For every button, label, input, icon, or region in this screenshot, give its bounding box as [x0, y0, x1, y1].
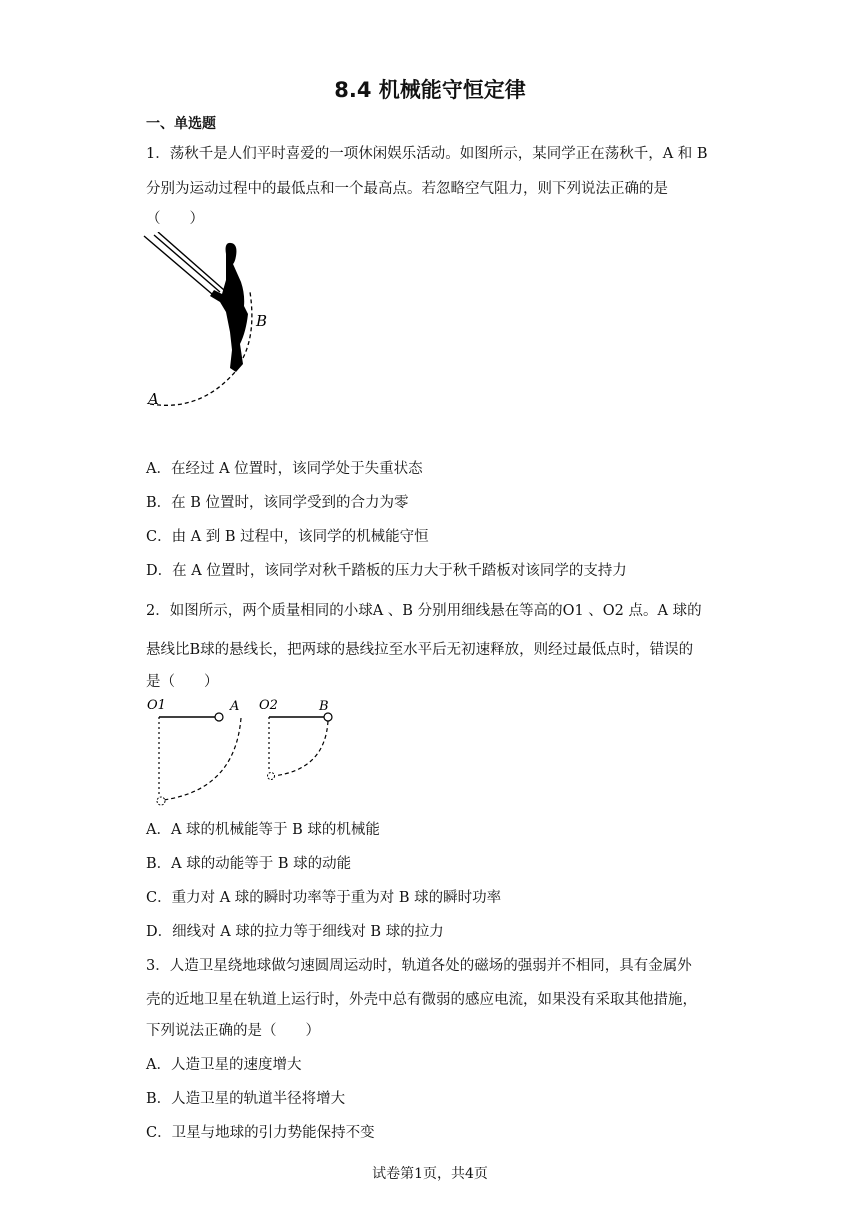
q1-option-c: C．由 A 到 B 过程中，该同学的机械能守恒 [146, 529, 429, 545]
q1-option-a: A．在经过 A 位置时，该同学处于失重状态 [146, 461, 423, 477]
q1-option-d: D．在 A 位置时，该同学对秋千踏板的压力大于秋千踏板对该同学的支持力 [146, 563, 627, 579]
arc-b [273, 721, 328, 776]
swing-rope-1 [144, 236, 212, 294]
swing-arc-lower [150, 372, 235, 405]
q2-stem-line-2: 悬线比B球的悬线长，把两球的悬线拉至水平后无初速释放，则经过最低点时，错误的 [146, 642, 694, 658]
section-heading: 一、单选题 [146, 116, 216, 132]
q3-option-a: A．人造卫星的速度增大 [146, 1057, 302, 1073]
q2-stem-line-1: 2．如图所示，两个质量相同的小球A 、B 分别用细线悬在等高的O1 、O2 点。A 球的 [146, 603, 702, 619]
point-b-label: B [256, 312, 268, 330]
q1-option-b: B．在 B 位置时，该同学受到的合力为零 [146, 495, 409, 511]
q2-stem-line-3: 是（ ） [146, 674, 219, 690]
arc-a [163, 718, 241, 800]
ball-b [324, 713, 332, 721]
o2-label: O2 [259, 698, 278, 713]
q1-stem-line-1: 1．荡秋千是人们平时喜爱的一项休闲娱乐活动。如图所示，某同学正在荡秋千，A 和 B [146, 146, 708, 162]
person-silhouette [210, 243, 248, 372]
pendulum-figure [143, 694, 343, 810]
swing-rope-2 [154, 235, 220, 292]
q1-stem-line-3: （ ） [146, 211, 204, 227]
q2-option-d: D．细线对 A 球的拉力等于细线对 B 球的拉力 [146, 924, 444, 940]
q3-stem-line-2: 壳的近地卫星在轨道上运行时，外壳中总有微弱的感应电流，如果没有采取其他措施， [146, 992, 697, 1008]
ball-b-lowest [268, 773, 275, 780]
ball-a [215, 713, 223, 721]
swing-rope-3 [158, 232, 224, 290]
ball-a-lowest [157, 797, 165, 805]
q1-stem-line-2: 分别为运动过程中的最低点和一个最高点。若忽略空气阻力，则下列说法正确的是 [146, 181, 668, 197]
swing-figure [140, 232, 290, 414]
q2-option-c: C．重力对 A 球的瞬时功率等于重为对 B 球的瞬时功率 [146, 890, 502, 906]
point-a-label: A [148, 390, 159, 408]
page-footer: 试卷第1页，共4页 [372, 1166, 488, 1182]
q3-stem-line-1: 3．人造卫星绕地球做匀速圆周运动时，轨道各处的磁场的强弱并不相同，具有金属外 [146, 958, 692, 974]
ball-b-label: B [319, 699, 329, 714]
q2-option-a: A．A 球的机械能等于 B 球的机械能 [146, 822, 380, 838]
q3-option-c: C．卫星与地球的引力势能保持不变 [146, 1125, 375, 1141]
q3-option-b: B．人造卫星的轨道半径将增大 [146, 1091, 346, 1107]
q2-option-b: B．A 球的动能等于 B 球的动能 [146, 856, 352, 872]
o1-label: O1 [147, 698, 166, 713]
page-title: 8.4 机械能守恒定律 [334, 78, 526, 102]
q3-stem-line-3: 下列说法正确的是（ ） [146, 1023, 320, 1039]
ball-a-label: A [230, 699, 240, 714]
